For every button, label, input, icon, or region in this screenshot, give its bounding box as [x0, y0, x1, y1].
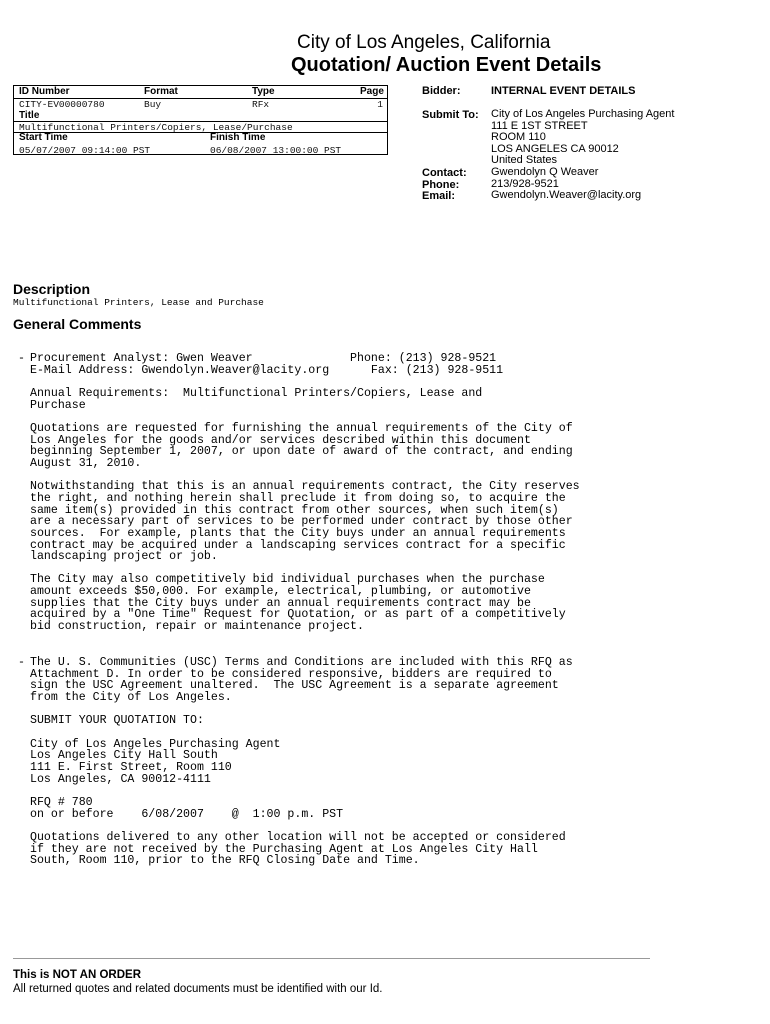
address-line: 111 E 1ST STREET: [491, 119, 588, 132]
contact-value: Gwendolyn Q Weaver: [491, 166, 599, 178]
description-heading: Description: [13, 281, 91, 297]
not-an-order-notice: This is NOT AN ORDER: [13, 969, 141, 981]
comment-block: The U. S. Communities (USC) Terms and Conditions are included with this RFQ as Attachment D. In order to be considered responsive, bidders are required to sign the USC Agreement unaltered. The USC Agreement is a separate agreement from the City of Los Angeles. SUBMIT YOUR QUOTATION TO: City of Los Angeles Purchasing Agent Los Angeles City Hall South 111 E. First Street, Room 110 Los Angeles, CA 90012-4111 RFQ # 780 on or before 6/08/2007 @ 1:00 p.m. PST Quotations delivered to any other location will not be accepted or considered if they are not received by the Purchasing Agent at Los Angeles City Hall South, Room 110, prior to the RFQ Closing Date and Time.: [30, 656, 573, 868]
start-time-label: Start Time: [19, 132, 68, 143]
address-line: ROOM 110: [491, 131, 546, 143]
email-label: Email:: [422, 190, 456, 202]
address-line: United States: [491, 154, 558, 166]
title-value: Multifunctional Printers/Copiers, Lease/Purchase: [19, 122, 293, 133]
phone-label: Phone:: [422, 179, 460, 191]
footer-divider: [13, 958, 650, 959]
comment-block: Procurement Analyst: Gwen Weaver Phone: (213) 928-9521 E-Mail Address: Gwendolyn.Weaver@lacity.org Fax: (213) 928-9511 Annual Requirements: Multifunctional Printers/Copiers, Lease and Purchase Quotations are requested for furnishing the annual requirements of the City of Los Angeles for the goods and/or services described within this document beginning September 1, 2007, or upon date of award of the contract, and ending August 31, 2010. Notwithstanding that this is an annual requirements contract, the City reserves the right, and nothing herein shall preclude it from doing so, to acquire the same item(s) provided in this contract from other sources, when such item(s) are a necessary part of services to be performed under contract by those other sources. For example, plants that the City buys under an annual requirements contract may be acquired under a landscaping services contract for a specific landscaping project or job. The City may also competitively bid individual purchases when the purchase amount exceeds $50,000. For example, electrical, plumbing, or automotive supplies that the City buys under an annual requirements contract may be acquired by a "One Time" Request for Quotation, or as part of a competitively bid construction, repair or maintenance project.: [30, 352, 580, 634]
city-heading: City of Los Angeles, California: [297, 32, 551, 53]
id-number-label: ID Number: [19, 86, 70, 97]
submit-to-address: [491, 109, 674, 167]
event-header-box: [13, 85, 388, 155]
type-label: Type: [252, 86, 275, 97]
format-value: Buy: [144, 99, 162, 110]
email-value: Gwendolyn.Weaver@lacity.org: [491, 189, 642, 201]
finish-time-label: Finish Time: [210, 132, 266, 143]
format-label: Format: [144, 86, 178, 97]
bidder-value: INTERNAL EVENT DETAILS: [491, 85, 636, 97]
comment-bullet: -: [18, 656, 25, 669]
footer-note: All returned quotes and related documents must be identified with our Id.: [13, 983, 383, 995]
address-line: City of Los Angeles Purchasing Agent: [491, 108, 675, 120]
description-text: Multifunctional Printers, Lease and Purchase: [13, 297, 264, 308]
title-label: Title: [19, 110, 40, 121]
page-label: Page: [360, 86, 384, 97]
comment-bullet: -: [18, 352, 25, 365]
phone-value: 213/928-9521: [491, 178, 559, 190]
page-value: 1: [377, 99, 383, 110]
contact-label: Contact:: [422, 167, 467, 179]
general-comments-heading: General Comments: [13, 316, 142, 332]
page-title: Quotation/ Auction Event Details: [291, 54, 602, 76]
type-value: RFx: [252, 99, 270, 110]
id-number-value: CITY-EV00000780: [19, 99, 105, 110]
finish-time-value: 06/08/2007 13:00:00 PST: [210, 145, 342, 156]
submit-to-label: Submit To:: [422, 109, 479, 121]
start-time-value: 05/07/2007 09:14:00 PST: [19, 145, 151, 156]
bidder-label: Bidder:: [422, 85, 461, 97]
address-line: LOS ANGELES CA 90012: [491, 142, 619, 155]
